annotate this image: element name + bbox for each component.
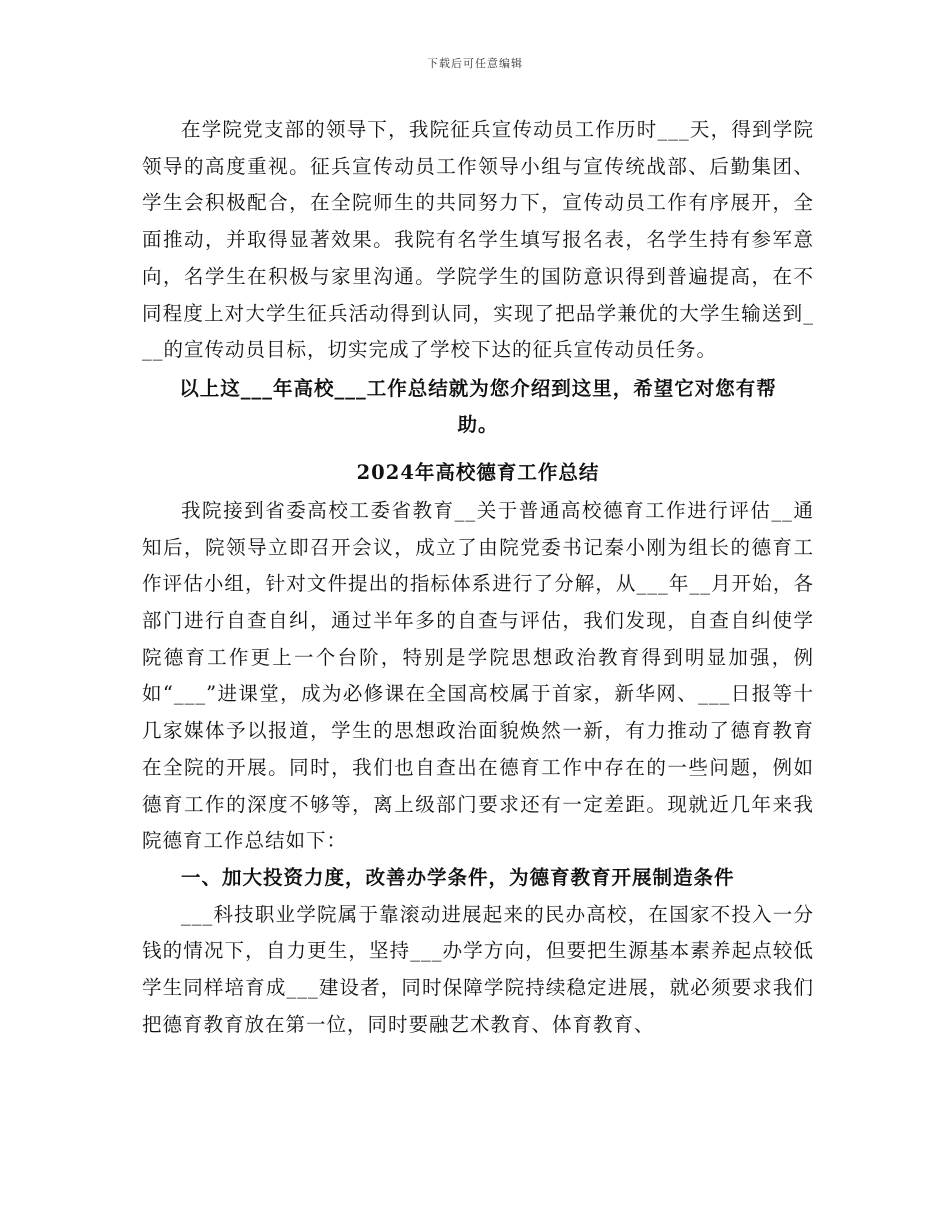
closing-remark: 以上这___年高校___工作总结就为您介绍到这里，希望它对您有帮助。	[179, 376, 777, 436]
paragraph-recruitment-summary: 在学院党支部的领导下，我院征兵宣传动员工作历时___天，得到学院领导的高度重视。征兵宣传动员工作领导小组与宣传统战部、后勤集团、学生会积极配合，在全院师生的共同努力下，宣传动员工作有序展开，全面推动，并取得显著效果。我院有名学生填写报名表，名学生持有参军意向，名学生在积极与家里沟通。学院学生的国防意识得到普遍提高，在不同程度上对大学生征兵活动得到认同，实现了把品学兼优的大学生输送到___的宣传动员目标，切实完成了学校下达的征兵宣传动员任务。	[142, 118, 814, 362]
document-title: 2024年高校德育工作总结	[356, 460, 600, 484]
page-header: 下载后可任意编辑	[427, 57, 523, 70]
paragraph-section-1: ___科技职业学院属于靠滚动进展起来的民办高校，在国家不投入一分钱的情况下，自力更生，坚持___办学方向，但要把生源基本素养起点较低学生同样培育成___建设者，同时保障学院持续稳定进展，就必须要求我们把德育教育放在第一位，同时要融艺术教育、体育教育、	[142, 902, 814, 1036]
section-heading-1: 一、加大投资力度，改善办学条件，为德育教育开展制造条件	[181, 865, 735, 889]
document-body	[142, 112, 814, 1043]
paragraph-moral-education-intro: 我院接到省委高校工委省教育__关于普通高校德育工作进行评估__通知后，院领导立即召开会议，成立了由院党委书记秦小刚为组长的德育工作评估小组，针对文件提出的指标体系进行了分解，从___年__月开始，各部门进行自查自纠，通过半年多的自查与评估，我们发现，自查自纠使学院德育工作更上一个台阶，特别是学院思想政治教育得到明显加强，例如“___”进课堂，成为必修课在全国高校属于首家，新华网、___日报等十几家媒体予以报道，学生的思想政治面貌焕然一新，有力推动了德育教育在全院的开展。同时，我们也自查出在德育工作中存在的一些问题，例如德育工作的深度不够等，离上级部门要求还有一定差距。现就近几年来我院德育工作总结如下：	[142, 498, 814, 853]
